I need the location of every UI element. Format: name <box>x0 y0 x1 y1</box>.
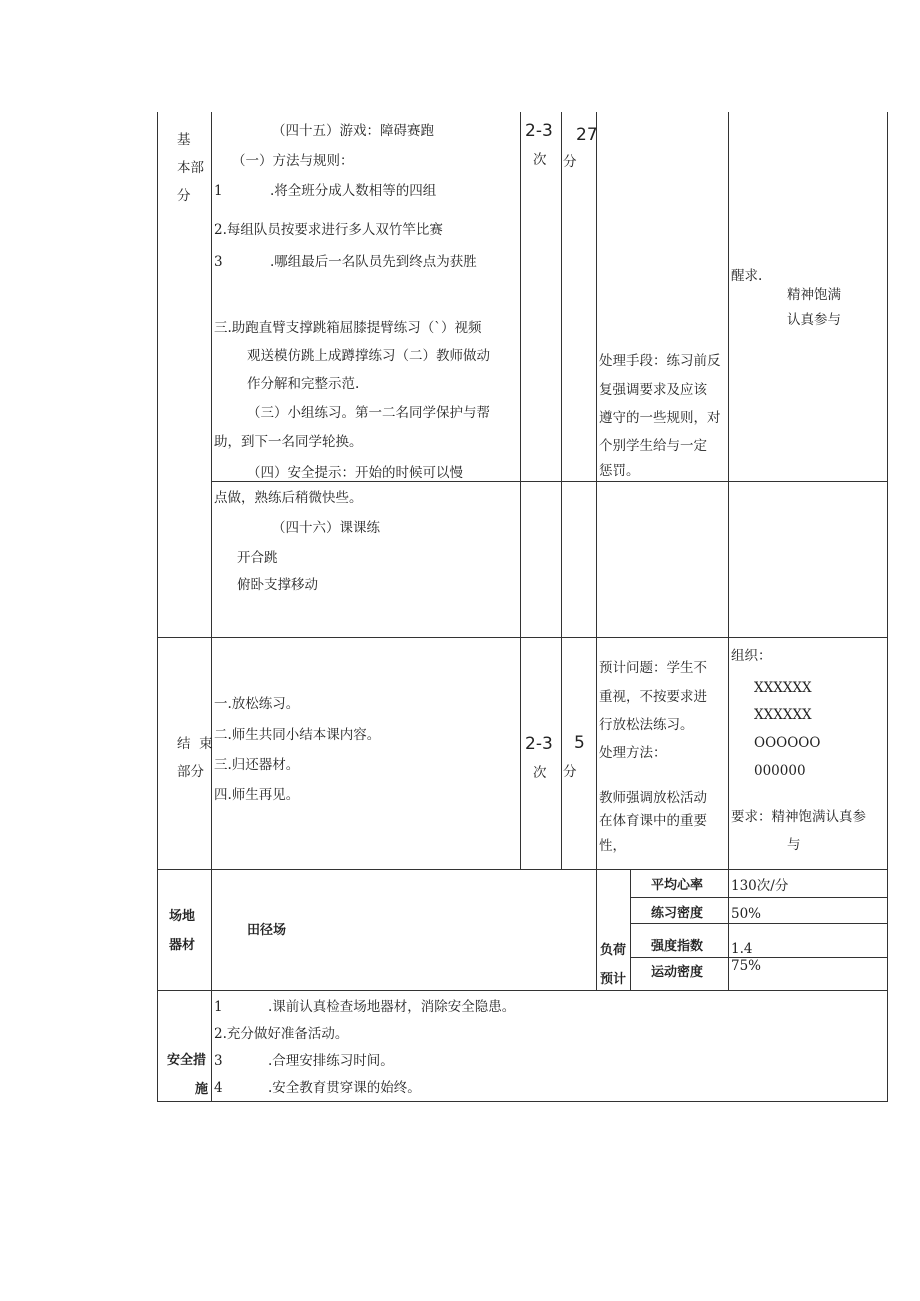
col-divider-time <box>561 112 562 869</box>
col-divider-method <box>596 112 597 990</box>
col-divider-load-label <box>630 869 631 990</box>
handling-line3: 遵守的一些规则，对 <box>599 410 721 426</box>
table-border-bottom <box>157 1101 888 1102</box>
rule3-num: 3 <box>214 254 223 270</box>
rule3-text: .哪组最后一名队员先到终点为获胜 <box>270 254 477 270</box>
metric-divider-1 <box>630 897 888 898</box>
basic-time-top: 27 <box>576 125 598 145</box>
method-label: 处理方法： <box>599 745 667 761</box>
handling-line1: 处理手段：练习前反 <box>599 353 721 369</box>
ending-item-2: 二.师生共同小结本课内容。 <box>214 727 381 743</box>
safety-row-3-text: .合理安排练习时间。 <box>268 1053 394 1069</box>
row-divider-2 <box>157 637 888 638</box>
venue-value: 田径场 <box>247 923 287 938</box>
org-row-1: XXXXXX <box>754 680 812 696</box>
basic-label-3: 分 <box>177 188 191 204</box>
row-divider-1 <box>211 481 888 482</box>
ending-count-top: 2-3 <box>525 734 553 754</box>
rule2: 2.每组队员按要求进行多人双竹竿比赛 <box>214 222 443 238</box>
item3-line1: 三.助跑直臂支撑跳箱屈膝提臂练习（`）视频 <box>214 320 482 336</box>
continued-title: （四十六）课课练 <box>272 520 380 536</box>
handling-line4: 个别学生给与一定 <box>599 438 707 454</box>
ending-req-line1: 要求：精神饱满认真参 <box>731 809 866 825</box>
col-divider-content <box>211 112 212 1102</box>
continued-item1: 开合跳 <box>237 550 278 566</box>
safety-row-4-text: .安全教育贯穿课的始终。 <box>268 1080 421 1096</box>
item3-line2: 观送模仿跳上成蹲撑练习（二）教师做动 <box>247 348 490 364</box>
safety-row-4-num: 4 <box>214 1080 223 1096</box>
basic-req-line3: 认真参与 <box>787 312 841 328</box>
metric-value-practice-density: 50% <box>731 906 762 922</box>
continued-line1: 点做，熟练后稍微快些。 <box>214 490 363 506</box>
venue-label-1: 场地 <box>169 909 196 924</box>
method-line3: 性， <box>599 838 626 854</box>
metric-value-intensity: 1.4 <box>731 941 753 957</box>
row-divider-3 <box>157 869 888 870</box>
org-label: 组织： <box>731 648 772 664</box>
item3-line4: （三）小组练习。第一二名同学保护与帮 <box>247 405 490 421</box>
load-label-2: 预计 <box>600 972 627 987</box>
org-row-3: OOOOOO <box>754 735 821 751</box>
basic-time-bottom: 分 <box>563 154 577 170</box>
metric-divider-2 <box>630 923 888 924</box>
safety-label-2: 施 <box>195 1082 209 1097</box>
basic-req-line1: 醒求. <box>731 268 763 284</box>
ending-item-4: 四.师生再见。 <box>214 787 300 803</box>
handling-line2: 复强调要求及应该 <box>599 382 707 398</box>
org-row-2: XXXXXX <box>754 707 812 723</box>
basic-label-2: 本部 <box>177 160 204 176</box>
basic-count-bottom: 次 <box>533 152 547 168</box>
ending-item-3: 三.归还器材。 <box>214 757 300 773</box>
basic-req-line2: 精神饱满 <box>787 287 841 303</box>
safety-row-3-num: 3 <box>214 1053 223 1069</box>
safety-label-1: 安全措 <box>167 1053 207 1068</box>
ending-time-bottom: 分 <box>563 764 577 780</box>
problem-line2: 重视，不按要求进 <box>599 689 707 705</box>
safety-row-1-num: 1 <box>214 999 223 1015</box>
table-border-right <box>887 112 888 1102</box>
problem-line1: 预计问题：学生不 <box>599 660 707 676</box>
org-row-4: 000000 <box>754 763 806 779</box>
item3-line5: 助，到下一名同学轮换。 <box>214 434 363 450</box>
metric-value-exercise-density: 75% <box>731 958 762 974</box>
rule1-text: .将全班分成人数相等的四组 <box>270 183 437 199</box>
item3-line3: 作分解和完整示范. <box>247 376 360 392</box>
ending-label-2: 部分 <box>177 764 204 780</box>
rule1-num: 1 <box>214 183 223 199</box>
col-divider-org <box>728 112 729 990</box>
metric-label-practice-density: 练习密度 <box>651 906 704 921</box>
load-label-1: 负荷 <box>600 943 627 958</box>
method-heading: （一）方法与规则： <box>232 153 354 169</box>
safety-row-1-text: .课前认真检查场地器材，消除安全隐患。 <box>268 999 516 1015</box>
table-border-left <box>157 112 158 1102</box>
metric-label-intensity: 强度指数 <box>651 939 704 954</box>
continued-item2: 俯卧支撑移动 <box>237 577 318 593</box>
metric-label-exercise-density: 运动密度 <box>651 965 704 980</box>
ending-count-bottom: 次 <box>533 765 547 781</box>
row-divider-4 <box>157 990 888 991</box>
col-divider-count <box>520 112 521 869</box>
venue-label-2: 器材 <box>169 938 196 953</box>
metric-label-heart-rate: 平均心率 <box>651 878 704 893</box>
game-title: （四十五）游戏：障碍赛跑 <box>272 123 434 139</box>
problem-line3: 行放松法练习。 <box>599 717 694 733</box>
handling-line5: 惩罚。 <box>599 463 640 479</box>
method-line1: 教师强调放松活动 <box>599 790 707 806</box>
ending-label-1: 结 束 <box>177 736 213 752</box>
ending-time-top: 5 <box>574 733 585 753</box>
metric-value-heart-rate: 130次/分 <box>731 878 789 894</box>
method-line2: 在体育课中的重要 <box>599 813 707 829</box>
basic-label-1: 基 <box>177 132 191 148</box>
safety-row-2-text: 2.充分做好准备活动。 <box>214 1026 349 1042</box>
ending-item-1: 一.放松练习。 <box>214 696 300 712</box>
item3-line6: （四）安全提示：开始的时候可以慢 <box>247 465 463 481</box>
ending-req-line2: 与 <box>787 837 801 853</box>
basic-count-top: 2-3 <box>525 121 553 141</box>
